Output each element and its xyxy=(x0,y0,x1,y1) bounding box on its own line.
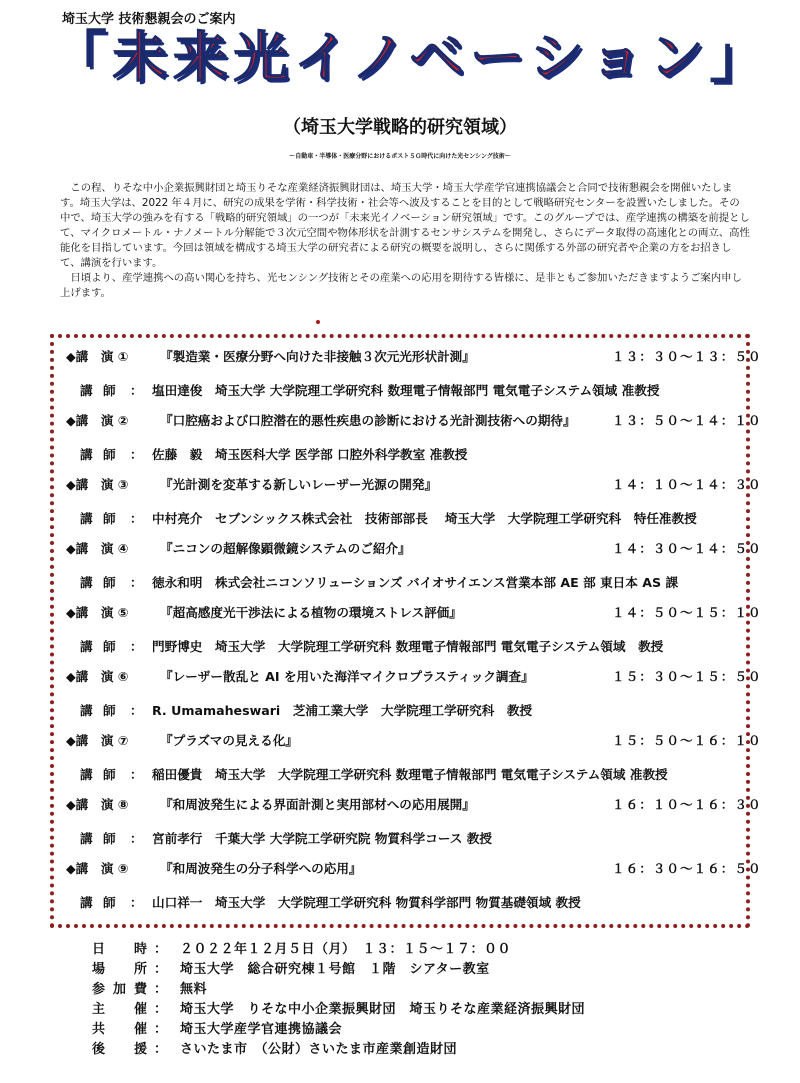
lecture-label: ◆講 演 ⑧ xyxy=(66,797,129,812)
event-info-key: 共 催 xyxy=(92,1022,156,1037)
event-info-colon: ： xyxy=(154,1002,168,1017)
lecture-time: １５：３０～１５：５０ xyxy=(612,669,762,684)
lecture-time: １４：１０～１４：３０ xyxy=(612,477,762,492)
lecture-row xyxy=(66,346,762,366)
event-info-value: 無料 xyxy=(180,982,208,997)
event-info-row xyxy=(92,958,772,978)
lecture-row xyxy=(66,794,762,814)
lecture-label: ◆講 演 ① xyxy=(66,349,129,364)
speaker-row xyxy=(66,892,746,912)
intro-paragraph-1: この程、りそな中小企業振興財団と埼玉りそな産業経済振興財団は、埼玉大学・埼玉大学産学官連携協議会と合同で技術懇親会を開催いたします。埼玉大学は、2022 年４月に、研究の成果を学術・科学技術・社会等へ波及することを目的として戦略研究センターを設置いたしました。その中で、埼玉大学の強みを有する「戦略的研究領域」の一つが「未来光イノベーション研究領域」です。このグループでは、産学連携の構築を前提として、マイクロメートル・ナノメートル分解能で３次元空間や物体形状を計測するセンサシステムを開発し、さらにデータ取得の高速化との両立、高性能化を目指しています。今回は領域を構成する埼玉大学の研究者による研究の概要を説明し、さらに関係する外部の研究者や企業の方をお招きして、講演を行います。 xyxy=(60,182,750,269)
speaker-colon: ： xyxy=(130,895,143,910)
lecture-label: ◆講 演 ④ xyxy=(66,541,129,556)
event-info-row xyxy=(92,998,772,1018)
lecture-title: 『口腔癌および口腔潜在的悪性疾患の診断における光計測技術への期待』 xyxy=(160,413,576,428)
speaker-name: 門野博史 埼玉大学 大学院理工学研究科 数理電子情報部門 電気電子システム領域 教授 xyxy=(152,639,664,654)
speaker-colon: ： xyxy=(130,767,143,782)
speaker-name: 宮前孝行 千葉大学 大学院工学研究院 物質科学コース 教授 xyxy=(152,831,492,846)
speaker-label: 講 師 xyxy=(80,703,119,718)
event-info-value: 埼玉大学 総合研究棟１号館 １階 シアター教室 xyxy=(180,962,490,977)
event-info-key: 後 援 xyxy=(92,1042,156,1057)
event-info-key: 場 所 xyxy=(92,962,156,977)
event-info-key: 日 時 xyxy=(92,942,156,957)
red-dot xyxy=(316,320,320,324)
event-info-colon: ： xyxy=(154,942,168,957)
speaker-label: 講 師 xyxy=(80,639,119,654)
intro-paragraph-2: 日頃より、産学連携への高い関心を持ち、光センシング技術とその産業への応用を期待する皆様に、是非ともご参加いただきますようご案内申し上げます。 xyxy=(60,272,742,299)
speaker-name: 塩田達俊 埼玉大学 大学院理工学研究科 数理電子情報部門 電気電子システム領域 准教授 xyxy=(152,383,660,398)
speaker-row xyxy=(66,636,746,656)
speaker-colon: ： xyxy=(130,447,143,462)
event-info-value: 埼玉大学産学官連携協議会 xyxy=(180,1022,343,1037)
lecture-title: 『レーザー散乱と AI を用いた海洋マイクロプラスティック調査』 xyxy=(160,669,534,684)
lecture-row xyxy=(66,602,762,622)
event-info-key: 主 催 xyxy=(92,1002,156,1017)
event-info-row xyxy=(92,978,772,998)
event-info-colon: ： xyxy=(154,982,168,997)
speaker-label: 講 師 xyxy=(80,447,119,462)
speaker-name: 山口祥一 埼玉大学 大学院理工学研究科 物質科学部門 物質基礎領域 教授 xyxy=(152,895,581,910)
lecture-label: ◆講 演 ⑤ xyxy=(66,605,129,620)
speaker-label: 講 師 xyxy=(80,895,119,910)
speaker-colon: ： xyxy=(130,831,143,846)
speaker-row xyxy=(66,508,746,528)
lecture-time: １３：３０～１３：５０ xyxy=(612,349,762,364)
lecture-time: １６：１０～１６：３０ xyxy=(612,797,762,812)
speaker-label: 講 師 xyxy=(80,383,119,398)
speaker-name: 中村亮介 セブンシックス株式会社 技術部部長 埼玉大学 大学院理工学研究科 特任准教授 xyxy=(152,511,697,526)
lecture-time: １６：３０～１６：５０ xyxy=(612,861,762,876)
subtitle-research-area: （埼玉大学戦略的研究領域） xyxy=(283,117,517,138)
lecture-label: ◆講 演 ⑦ xyxy=(66,733,129,748)
lecture-title: 『超高感度光干渉法による植物の環境ストレス評価』 xyxy=(160,605,462,620)
speaker-row xyxy=(66,828,746,848)
speaker-name: R. Umamaheswari 芝浦工業大学 大学院理工学研究科 教授 xyxy=(152,703,533,718)
event-info-value: 埼玉大学 りそな中小企業振興財団 埼玉りそな産業経済振興財団 xyxy=(180,1002,586,1017)
lecture-time: １４：５０～１５：１０ xyxy=(612,605,762,620)
speaker-name: 徳永和明 株式会社ニコンソリューションズ バイオサイエンス営業本部 AE 部 東日本 AS 課 xyxy=(152,575,679,590)
event-info-colon: ： xyxy=(154,1022,168,1037)
event-info-key: 参加費 xyxy=(92,982,156,997)
lecture-label: ◆講 演 ⑥ xyxy=(66,669,129,684)
lecture-title: 『製造業・医療分野へ向けた非接触３次元光形状計測』 xyxy=(160,349,475,364)
org-intro: 埼玉大学 技術懇親会のご案内 xyxy=(62,12,236,27)
event-info-colon: ： xyxy=(154,1042,168,1057)
speaker-colon: ： xyxy=(130,511,143,526)
lecture-row xyxy=(66,474,762,494)
intro-text xyxy=(60,181,750,301)
lecture-title: 『和周波発生の分子科学への応用』 xyxy=(160,861,362,876)
speaker-row xyxy=(66,572,746,592)
speaker-colon: ： xyxy=(130,383,143,398)
event-info-value: ２０２２年１２月５日（月） １３：１５～１７：００ xyxy=(180,942,512,957)
lecture-title: 『プラズマの見える化』 xyxy=(160,733,298,748)
speaker-label: 講 師 xyxy=(80,575,119,590)
event-info-colon: ： xyxy=(154,962,168,977)
lecture-time: １４：３０～１４：５０ xyxy=(612,541,762,556)
event-info-row xyxy=(92,1018,772,1038)
speaker-row xyxy=(66,700,746,720)
lecture-row xyxy=(66,410,762,430)
speaker-colon: ： xyxy=(130,703,143,718)
speaker-colon: ： xyxy=(130,575,143,590)
lecture-row xyxy=(66,538,762,558)
main-title: 「未来光イノベーション」 xyxy=(52,25,771,89)
speaker-row xyxy=(66,380,746,400)
speaker-row xyxy=(66,764,746,784)
lecture-title: 『ニコンの超解像顕微鏡システムのご紹介』 xyxy=(160,541,411,556)
speaker-name: 稲田優貴 埼玉大学 大学院理工学研究科 数理電子情報部門 電気電子システム領域 准教授 xyxy=(152,767,668,782)
lecture-label: ◆講 演 ⑨ xyxy=(66,861,129,876)
lecture-row xyxy=(66,666,762,686)
speaker-colon: ： xyxy=(130,639,143,654)
lecture-label: ◆講 演 ② xyxy=(66,413,129,428)
lecture-title: 『和周波発生による界面計測と実用部材への応用展開』 xyxy=(160,797,475,812)
lecture-row xyxy=(66,858,762,878)
lecture-row xyxy=(66,730,762,750)
speaker-label: 講 師 xyxy=(80,831,119,846)
speaker-row xyxy=(66,444,746,464)
lecture-time: １５：５０～１６：１０ xyxy=(612,733,762,748)
event-info-row xyxy=(92,1038,772,1058)
lecture-title: 『光計測を変革する新しいレーザー光源の開発』 xyxy=(160,477,438,492)
subtitle-theme: ～自動車・半導体・医療分野におけるポスト５Ｇ時代に向けた光センシング技術～ xyxy=(289,153,511,160)
speaker-label: 講 師 xyxy=(80,767,119,782)
speaker-label: 講 師 xyxy=(80,511,119,526)
lecture-time: １３：５０～１４：１０ xyxy=(612,413,762,428)
event-info-value: さいたま市 （公財）さいたま市産業創造財団 xyxy=(180,1042,458,1057)
event-info-row xyxy=(92,938,772,958)
lecture-label: ◆講 演 ③ xyxy=(66,477,129,492)
speaker-name: 佐藤 毅 埼玉医科大学 医学部 口腔外科学教室 准教授 xyxy=(152,447,468,462)
